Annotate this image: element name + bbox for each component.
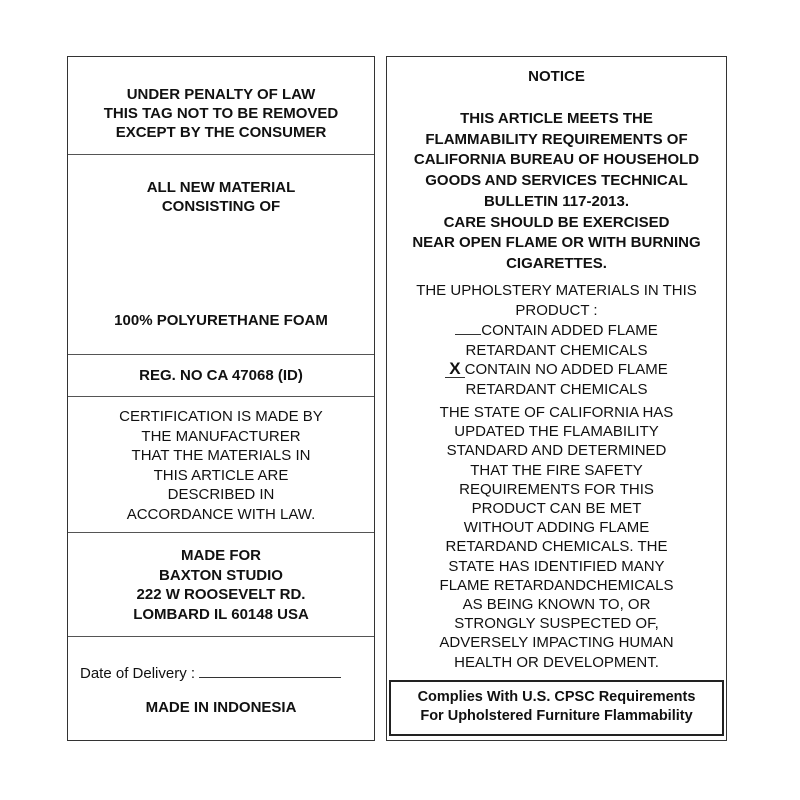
certification-line: THAT THE MATERIALS IN (131, 447, 311, 464)
option-added-text-line2: RETARDANT CHEMICALS (465, 341, 648, 359)
state-statement (387, 403, 726, 672)
made-for-line: 222 W ROOSEVELT RD. (136, 586, 306, 603)
option-added-text: CONTAIN ADDED FLAME (481, 322, 658, 339)
option-added-checkbox-blank (455, 320, 481, 335)
state-line: STRONGLY SUSPECTED OF, (454, 615, 659, 633)
material-title-line: ALL NEW MATERIAL (146, 179, 296, 196)
cpsc-line: For Upholstered Furniture Flammability (420, 708, 693, 724)
option-no-added-text: CONTAIN NO ADDED FLAME (464, 361, 668, 378)
option-no-added-text-line2: RETARDANT CHEMICALS (465, 380, 648, 398)
made-for-line: BAXTON STUDIO (159, 566, 283, 584)
option-added-flame (387, 320, 726, 341)
notice-line: CALIFORNIA BUREAU OF HOUSEHOLD (413, 151, 700, 169)
upholstery-line: THE UPHOLSTERY MATERIALS IN THIS (416, 282, 697, 299)
notice-line: FLAMMABILITY REQUIREMENTS OF (425, 130, 688, 148)
notice-line: GOODS AND SERVICES TECHNICAL (425, 172, 688, 190)
law-warning-line: EXCEPT BY THE CONSUMER (115, 124, 327, 141)
law-warning-line: UNDER PENALTY OF LAW (126, 86, 316, 103)
made-for-line: LOMBARD IL 60148 USA (133, 605, 309, 623)
notice-line: NEAR OPEN FLAME OR WITH BURNING (412, 234, 701, 252)
made-for-line: MADE FOR (181, 547, 261, 564)
made-for-section (68, 533, 374, 637)
certification-line: CERTIFICATION IS MADE BY (119, 408, 323, 425)
state-line: RETARDAND CHEMICALS. THE (445, 538, 668, 556)
state-line: FLAME RETARDANDCHEMICALS (439, 576, 674, 594)
cpsc-compliance-box (389, 680, 724, 736)
state-line: THE STATE OF CALIFORNIA HAS (439, 404, 674, 421)
notice-line: CIGARETTES. (506, 254, 607, 272)
country-of-origin: MADE IN INDONESIA (145, 699, 297, 716)
law-warning-section (68, 57, 374, 155)
state-line: HEALTH OR DEVELOPMENT. (454, 653, 659, 671)
registration-number: REG. NO CA 47068 (ID) (68, 355, 374, 397)
notice-title: NOTICE (528, 68, 585, 85)
material-section (68, 155, 374, 355)
upholstery-line: PRODUCT : (515, 301, 598, 319)
certification-line: DESCRIBED IN (167, 486, 275, 503)
delivery-origin-section (68, 637, 374, 740)
cpsc-line: Complies With U.S. CPSC Requirements (417, 689, 696, 705)
option-no-added-check-mark: X (445, 360, 464, 378)
state-line: WITHOUT ADDING FLAME (463, 519, 650, 537)
state-line: STANDARD AND DETERMINED (446, 442, 667, 460)
delivery-date-label: Date of Delivery : (80, 665, 196, 682)
law-warning-line: THIS TAG NOT TO BE REMOVED (103, 105, 339, 122)
material-title-line: CONSISTING OF (161, 198, 281, 215)
state-line: STATE HAS IDENTIFIED MANY (448, 557, 665, 575)
notice-label-panel (386, 56, 727, 741)
state-line: AS BEING KNOWN TO, OR (462, 596, 651, 614)
certification-line: ACCORDANCE WITH LAW. (126, 505, 316, 523)
notice-line: THIS ARTICLE MEETS THE (460, 110, 653, 127)
certification-line: THE MANUFACTURER (141, 427, 301, 445)
state-line: UPDATED THE FLAMABILITY (454, 423, 659, 441)
notice-line: BULLETIN 117-2013. (483, 192, 630, 210)
state-line: PRODUCT CAN BE MET (471, 500, 642, 518)
delivery-date-blank (199, 663, 341, 678)
material-value: 100% POLYURETHANE FOAM (114, 312, 328, 329)
law-label-panel (67, 56, 375, 741)
upholstery-declaration (387, 281, 726, 399)
certification-line: THIS ARTICLE ARE (153, 466, 289, 484)
certification-section (68, 397, 374, 533)
notice-body (387, 109, 726, 275)
option-no-added-flame (387, 360, 726, 380)
state-line: THAT THE FIRE SAFETY (470, 461, 643, 479)
state-line: ADVERSELY IMPACTING HUMAN (439, 634, 674, 652)
notice-line: CARE SHOULD BE EXERCISED (443, 213, 670, 231)
state-line: REQUIREMENTS FOR THIS (459, 480, 654, 498)
material-title (68, 178, 374, 216)
delivery-date-row (80, 663, 341, 682)
